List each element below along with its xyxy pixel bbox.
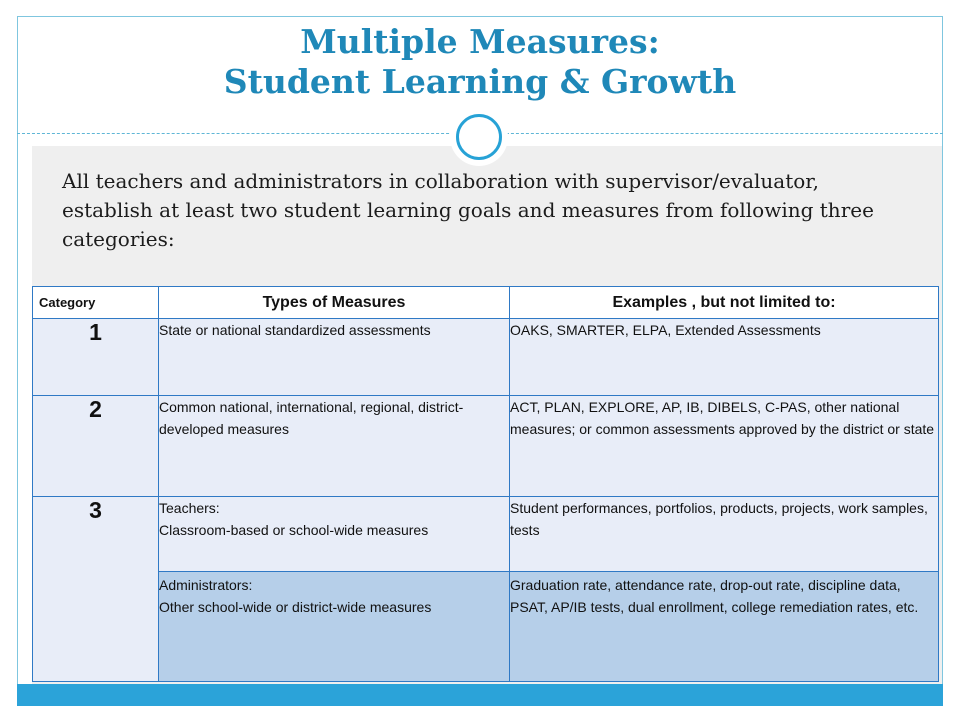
category-number: 1 xyxy=(33,319,159,396)
measure-examples: OAKS, SMARTER, ELPA, Extended Assessments xyxy=(510,319,939,396)
measure-examples: Graduation rate, attendance rate, drop-out rate, discipline data, PSAT, AP/IB tests, dual enrollment, college remediation rates, etc. xyxy=(510,572,939,682)
measure-type-text: Other school-wide or district-wide measures xyxy=(159,599,432,615)
measure-type: Common national, international, regional, district-developed measures xyxy=(159,396,510,497)
table-row xyxy=(33,572,939,682)
title-line-1: Multiple Measures: xyxy=(300,22,660,61)
measure-type: State or national standardized assessments xyxy=(159,319,510,396)
header-examples: Examples , but not limited to: xyxy=(510,287,939,319)
measure-type xyxy=(159,572,510,682)
measure-type-label: Teachers: xyxy=(159,500,220,516)
category-number: 3 xyxy=(33,497,159,682)
title-line-2: Student Learning & Growth xyxy=(223,62,737,101)
measure-type-text: Classroom-based or school-wide measures xyxy=(159,522,429,538)
bottom-accent-bar xyxy=(17,684,943,706)
measures-table xyxy=(32,286,939,682)
measure-examples: ACT, PLAN, EXPLORE, AP, IB, DIBELS, C-PAS, other national measures; or common assessments approved by the district or state xyxy=(510,396,939,497)
measure-examples: Student performances, portfolios, products, projects, work samples, tests xyxy=(510,497,939,572)
category-number: 2 xyxy=(33,396,159,497)
header-types: Types of Measures xyxy=(159,287,510,319)
table-row xyxy=(33,497,939,572)
intro-text: All teachers and administrators in collaboration with supervisor/evaluator, establish at least two student learning goals and measures from following three categories: xyxy=(62,169,874,251)
table-row xyxy=(33,319,939,396)
slide-title xyxy=(17,22,943,102)
header-category: Category xyxy=(33,287,159,319)
table-row xyxy=(33,396,939,497)
measure-type-label: Administrators: xyxy=(159,577,253,593)
circle-ornament-icon xyxy=(450,108,508,166)
measure-type xyxy=(159,497,510,572)
table-header-row xyxy=(33,287,939,319)
